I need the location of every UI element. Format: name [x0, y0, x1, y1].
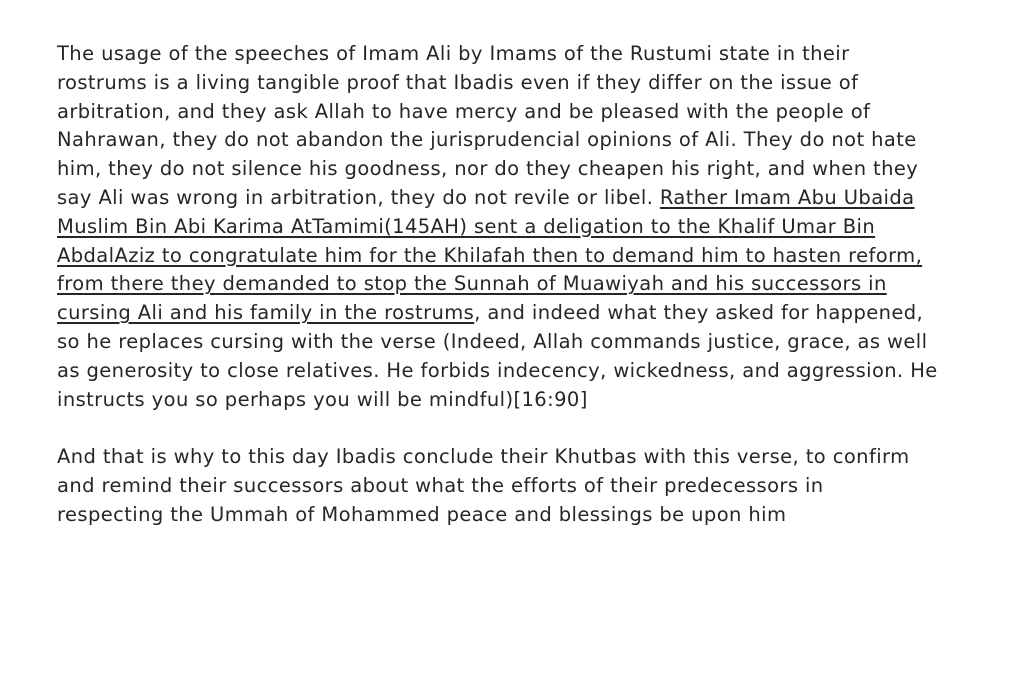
paragraph-1	[57, 40, 991, 414]
text-segment: respecting the Ummah of Mohammed peace and blessings be upon him	[57, 502, 787, 526]
text-line	[57, 472, 991, 501]
text-segment: The usage of the speeches of Imam Ali by Imams of the Rustumi state in their	[57, 42, 850, 65]
text-line	[57, 155, 991, 184]
text-line	[57, 184, 991, 213]
document-body	[57, 40, 991, 530]
text-line	[57, 40, 991, 69]
text-line	[57, 357, 991, 386]
text-line	[57, 270, 991, 299]
text-line	[57, 501, 991, 530]
text-segment: arbitration, and they ask Allah to have mercy and be pleased with the people of	[57, 99, 871, 123]
underlined-text-segment: Muslim Bin Abi Karima AtTamimi(145AH) sent a deligation to the Khalif Umar Bin	[57, 214, 876, 238]
underlined-text-segment: AbdalAziz to congratulate him for the Khilafah then to demand him to hasten reform,	[57, 243, 923, 267]
text-segment: so he replaces cursing with the verse (Indeed, Allah commands justice, grace, as well	[57, 329, 928, 353]
text-segment: him, they do not silence his goodness, nor do they cheapen his right, and when they	[57, 157, 919, 181]
text-line	[57, 242, 991, 271]
underlined-text-segment: cursing Ali and his family in the rostrums	[57, 301, 475, 325]
text-line	[57, 386, 991, 415]
text-segment: rostrums is a living tangible proof that Ibadis even if they differ on the issue of	[57, 70, 859, 94]
text-segment: And that is why to this day Ibadis conclude their Khutbas with this verse, to confirm	[57, 445, 910, 469]
text-line	[57, 98, 991, 127]
text-segment: Nahrawan, they do not abandon the jurisprudencial opinions of Ali. They do not hate	[57, 128, 917, 152]
text-line	[57, 328, 991, 357]
text-segment: , and indeed what they asked for happened,	[474, 301, 924, 325]
text-line	[57, 443, 991, 472]
text-segment: and remind their successors about what the efforts of their predecessors in	[57, 473, 824, 497]
text-segment: instructs you so perhaps you will be mindful)[16:90]	[57, 387, 588, 411]
text-line	[57, 126, 991, 155]
paragraph-2	[57, 443, 991, 529]
underlined-text-segment: Rather Imam Abu Ubaida	[659, 185, 915, 209]
text-line	[57, 69, 991, 98]
underlined-text-segment: from there they demanded to stop the Sunnah of Muawiyah and his successors in	[57, 272, 887, 296]
text-segment: as generosity to close relatives. He forbids indecency, wickedness, and aggression. He	[57, 358, 938, 382]
text-line	[57, 299, 991, 328]
text-line	[57, 213, 991, 242]
text-segment: say Ali was wrong in arbitration, they do not revile or libel.	[57, 185, 660, 209]
